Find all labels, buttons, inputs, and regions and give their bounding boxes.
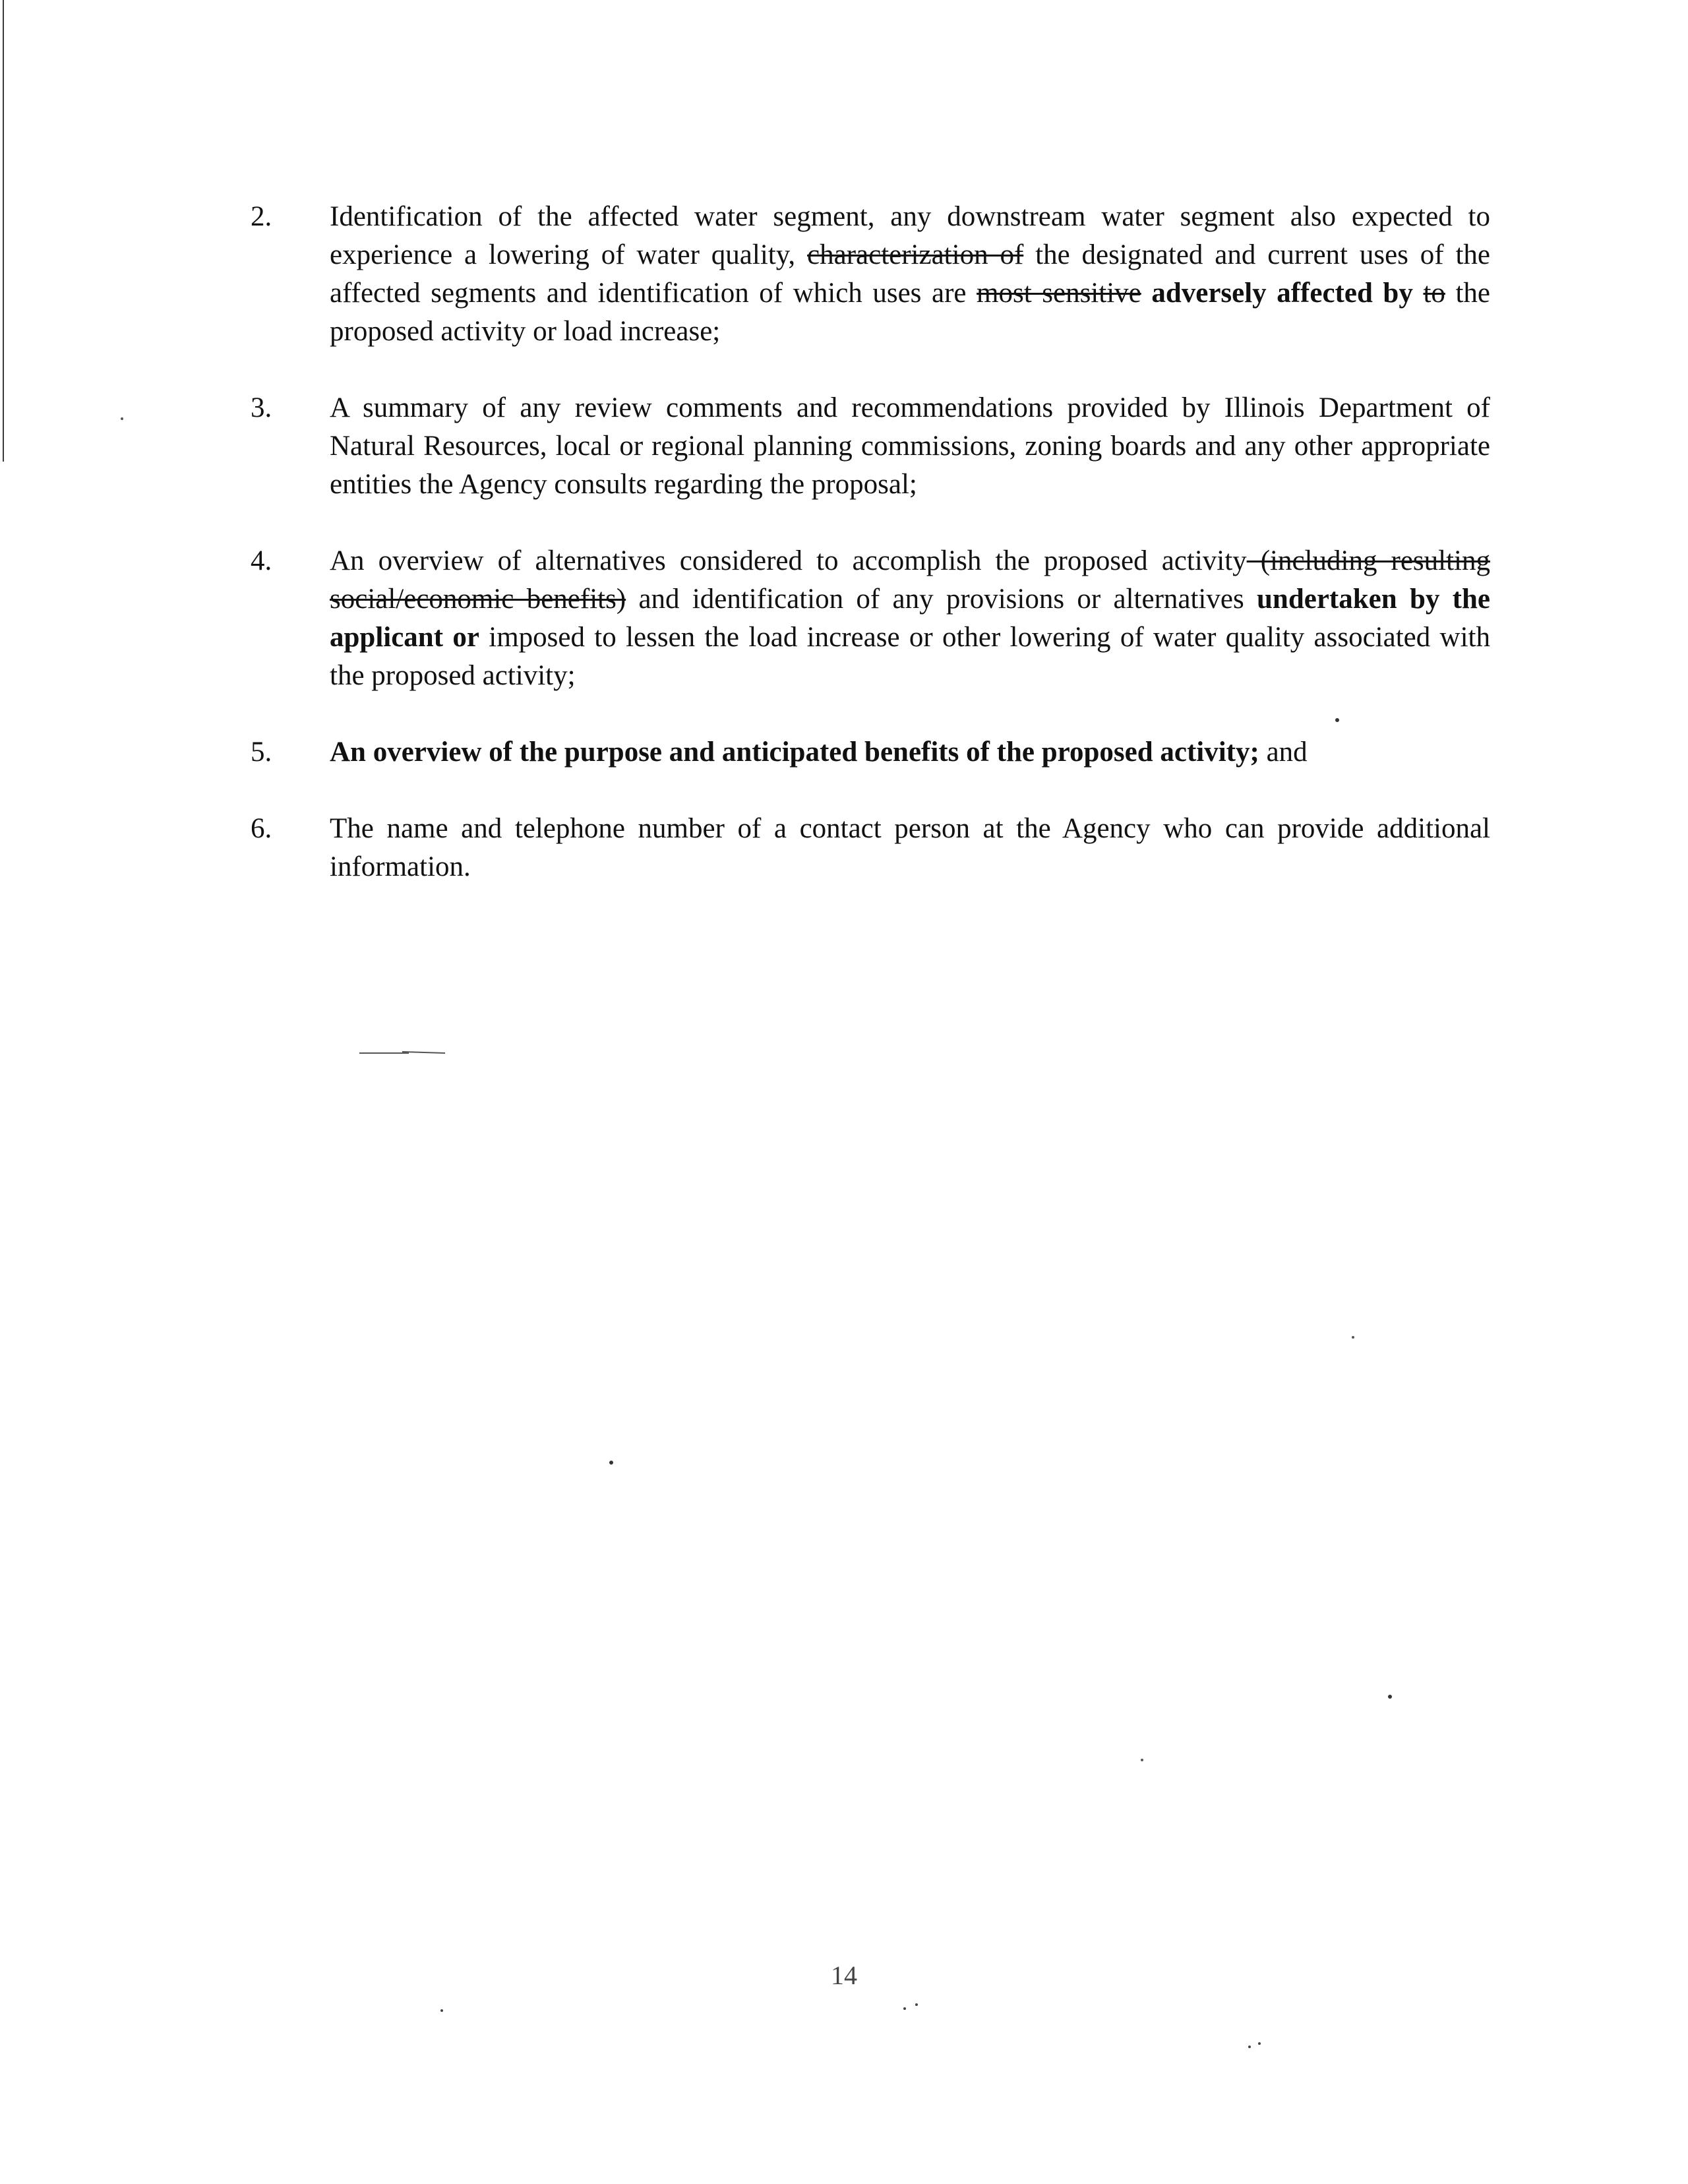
- struck-text: to: [1423, 278, 1445, 309]
- item-number: 3.: [251, 392, 272, 423]
- text-run: An overview of alternatives considered to accomplish the proposed activity: [330, 545, 1247, 576]
- item-number: 2.: [251, 201, 272, 232]
- text-run: Identification of the affected water segment, any downstream water segment also expected to experience a lowering of water quality,: [330, 201, 1490, 270]
- item-number: 4.: [251, 545, 272, 576]
- text-run: and: [1259, 737, 1308, 768]
- text-run: and identification of any provisions or alternatives: [626, 584, 1257, 615]
- inserted-text: adversely affected by: [1151, 278, 1413, 309]
- struck-text: most sensitive: [977, 278, 1141, 309]
- text-run: the proposed activity or load increase;: [330, 278, 1490, 347]
- struck-text: (including resulting social/economic benefits): [330, 545, 1490, 615]
- item-number: 6.: [251, 813, 272, 844]
- item-number: 5.: [251, 737, 272, 768]
- inserted-text: An overview of the purpose and anticipated benefits of the proposed activity;: [330, 737, 1259, 768]
- text-run: the designated and current uses of the affected segments and identification of which uses are: [330, 239, 1491, 309]
- text-run: The name and telephone number of a contact person at the Agency who can provide additional information.: [330, 813, 1490, 882]
- inserted-text: undertaken by the applicant or: [330, 584, 1490, 653]
- text-run: A summary of any review comments and recommendations provided by Illinois Department of Natural Resources, local or regional planning commissions, zoning boards and any other appropriate entities the Agency consults regarding the proposal;: [330, 392, 1490, 500]
- page-number: 14: [831, 1960, 857, 1990]
- text-run: imposed to lessen the load increase or other lowering of water quality associated with the proposed activity;: [330, 622, 1490, 691]
- struck-text: characterization of: [807, 239, 1024, 270]
